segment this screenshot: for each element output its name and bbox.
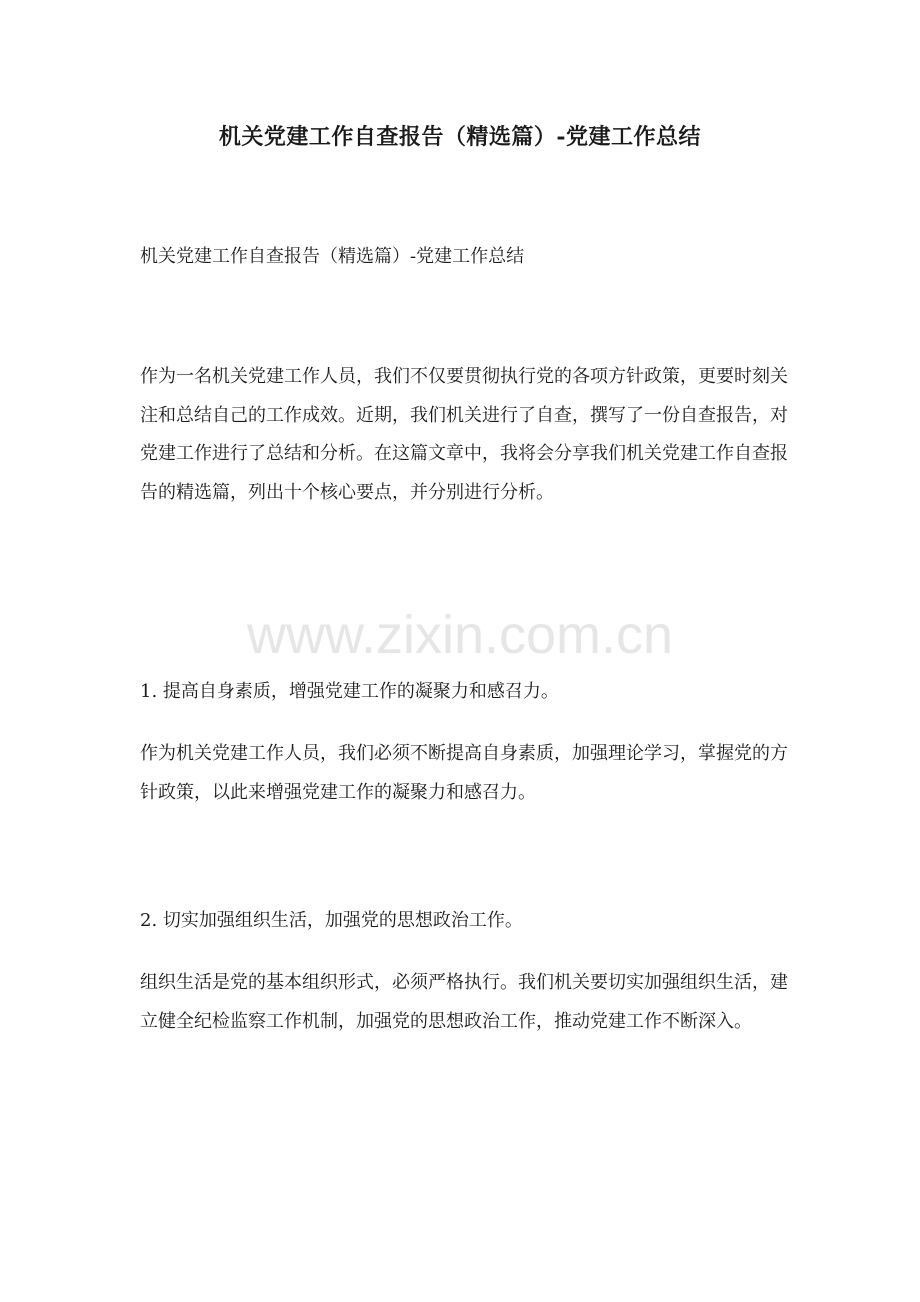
section-1-body: 作为机关党建工作人员，我们必须不断提高自身素质，加强理论学习，掌握党的方针政策，以此来增强党建工作的凝聚力和感召力。 [140, 743, 788, 803]
watermark: www.zixin.com.cn [246, 605, 674, 665]
intro-paragraph: 作为一名机关党建工作人员，我们不仅要贯彻执行党的各项方针政策，更要时刻关注和总结自己的工作成效。近期，我们机关进行了自查，撰写了一份自查报告，对党建工作进行了总结和分析。在这篇文章中，我将会分享我们机关党建工作自查报告的精选篇，列出十个核心要点，并分别进行分析。 [140, 366, 788, 503]
section-2-body: 组织生活是党的基本组织形式，必须严格执行。我们机关要切实加强组织生活，建立健全纪检监察工作机制，加强党的思想政治工作，推动党建工作不断深入。 [140, 972, 788, 1032]
section-2-heading: 2. 切实加强组织生活，加强党的思想政治工作。 [140, 910, 523, 931]
document-title: 机关党建工作自查报告（精选篇）-党建工作总结 [218, 124, 702, 150]
section-1-heading: 1. 提高自身素质，增强党建工作的凝聚力和感召力。 [140, 681, 559, 702]
document-subtitle: 机关党建工作自查报告（精选篇）-党建工作总结 [140, 246, 525, 267]
